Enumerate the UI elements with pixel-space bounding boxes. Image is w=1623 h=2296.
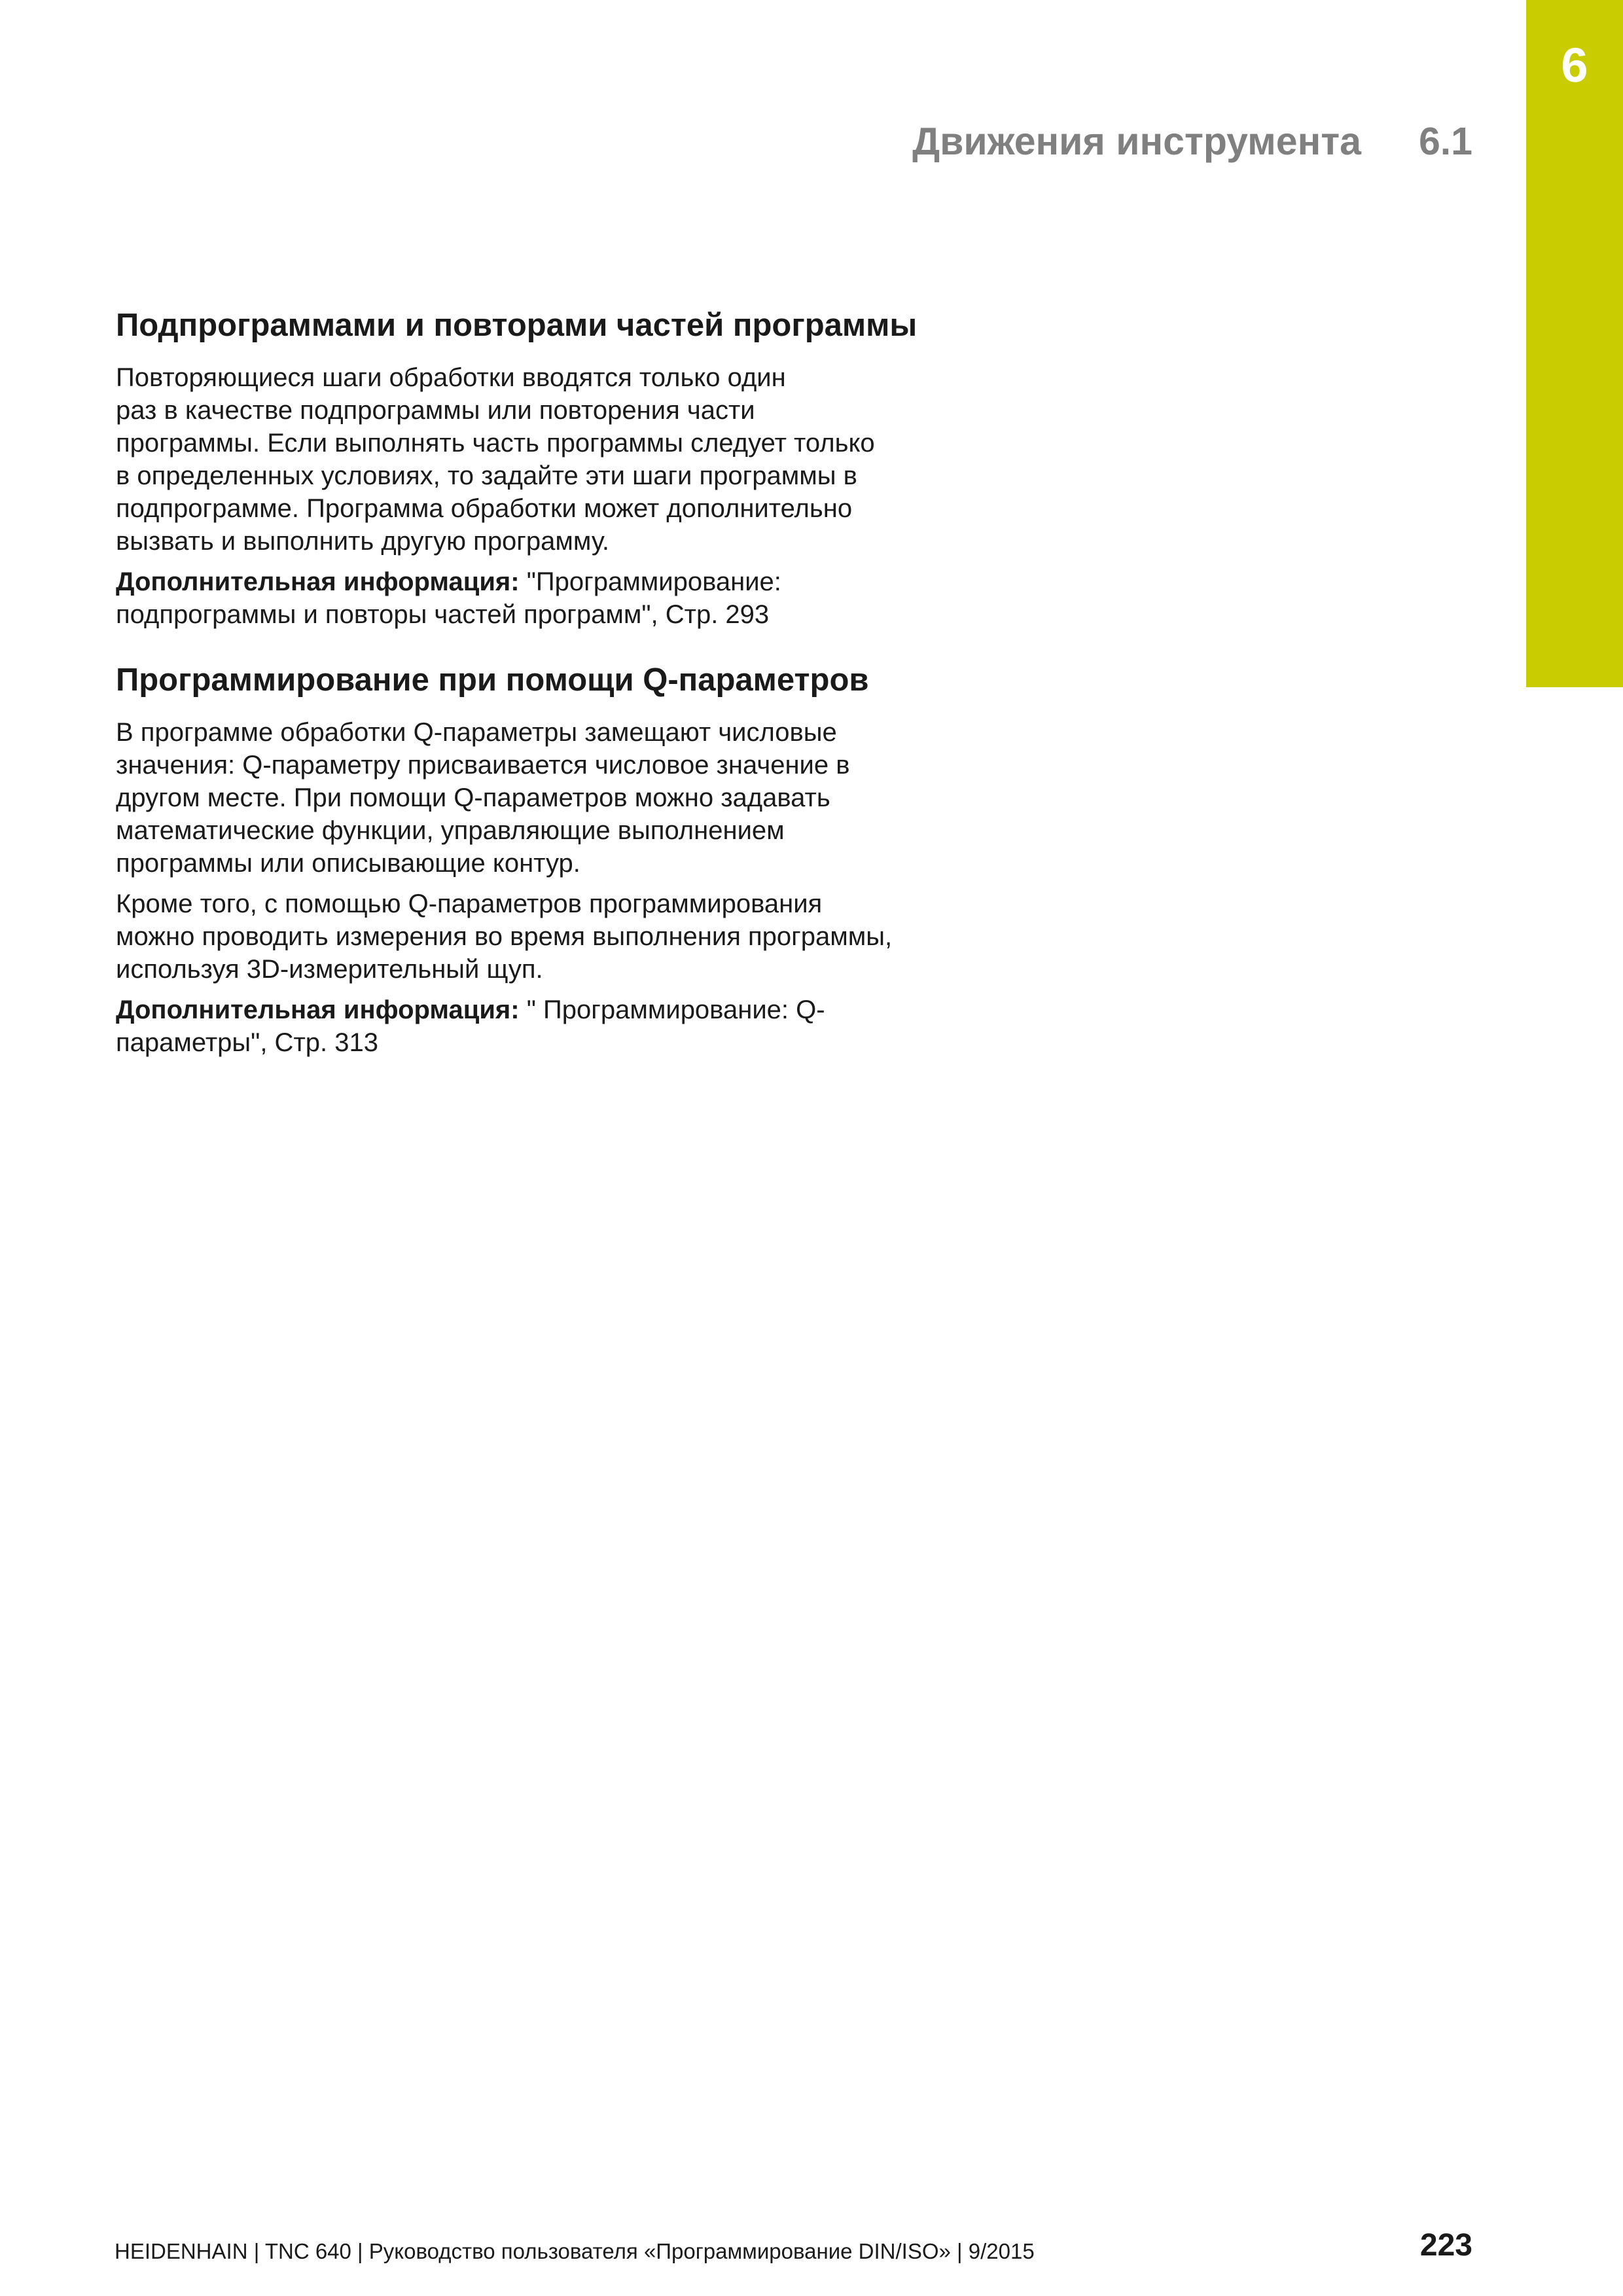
text-line: в определенных условиях, то задайте эти шаги программы в bbox=[116, 461, 857, 490]
text-line: подпрограмме. Программа обработки может дополнительно bbox=[116, 494, 853, 523]
text-line: используя 3D-измерительный щуп. bbox=[116, 955, 543, 984]
more-info-line bbox=[116, 565, 940, 598]
body-paragraph bbox=[116, 361, 940, 558]
main-content bbox=[116, 302, 940, 1067]
text-line: вызвать и выполнить другую программу. bbox=[116, 527, 609, 556]
page-footer: HEIDENHAIN | TNC 640 | Руководство пользователя «Программирование DIN/ISO» | 9/2015 bbox=[115, 2239, 1035, 2263]
text-line: раз в качестве подпрограммы или повторения части bbox=[116, 396, 755, 425]
running-header bbox=[912, 115, 1472, 168]
section-heading: Подпрограммами и повторами частей программы bbox=[116, 308, 918, 343]
text-line: программы или описывающие контур. bbox=[116, 849, 580, 878]
text-line: Кроме того, с помощью Q-параметров программирования bbox=[116, 889, 823, 918]
more-info-label: Дополнительная информация: bbox=[116, 567, 520, 596]
text-line: другом месте. При помощи Q-параметров можно задавать bbox=[116, 783, 830, 812]
more-info-line bbox=[116, 994, 940, 1026]
chapter-tab bbox=[1526, 0, 1623, 687]
running-header-section-number: 6.1 bbox=[1418, 120, 1472, 163]
more-info-label: Дополнительная информация: bbox=[116, 996, 520, 1024]
page-number: 223 bbox=[1419, 2227, 1472, 2263]
more-info-text: " Программирование: Q- bbox=[519, 996, 825, 1024]
running-header-title: Движения инструмента bbox=[912, 120, 1361, 163]
text-line: значения: Q-параметру присваивается числовое значение в bbox=[116, 751, 850, 780]
more-info-text: "Программирование: bbox=[519, 567, 781, 596]
text-line: В программе обработки Q-параметры замещают числовые bbox=[116, 718, 837, 747]
section-subprograms bbox=[116, 302, 940, 631]
section-q-parameters bbox=[116, 657, 940, 1059]
chapter-number: 6 bbox=[1561, 38, 1588, 92]
more-info-paragraph bbox=[116, 994, 940, 1059]
body-paragraph bbox=[116, 888, 940, 986]
more-info-paragraph bbox=[116, 565, 940, 631]
more-info-link[interactable]: подпрограммы и повторы частей программ", Стр. 293 bbox=[116, 600, 770, 629]
text-line: программы. Если выполнять часть программы следует только bbox=[116, 429, 875, 457]
text-line: Повторяющиеся шаги обработки вводятся только один bbox=[116, 363, 786, 392]
body-paragraph bbox=[116, 716, 940, 880]
text-line: можно проводить измерения во время выполнения программы, bbox=[116, 922, 893, 951]
text-line: математические функции, управляющие выполнением bbox=[116, 816, 785, 845]
section-heading: Программирование при помощи Q-параметров bbox=[116, 662, 869, 698]
more-info-link[interactable]: параметры", Стр. 313 bbox=[116, 1028, 378, 1057]
